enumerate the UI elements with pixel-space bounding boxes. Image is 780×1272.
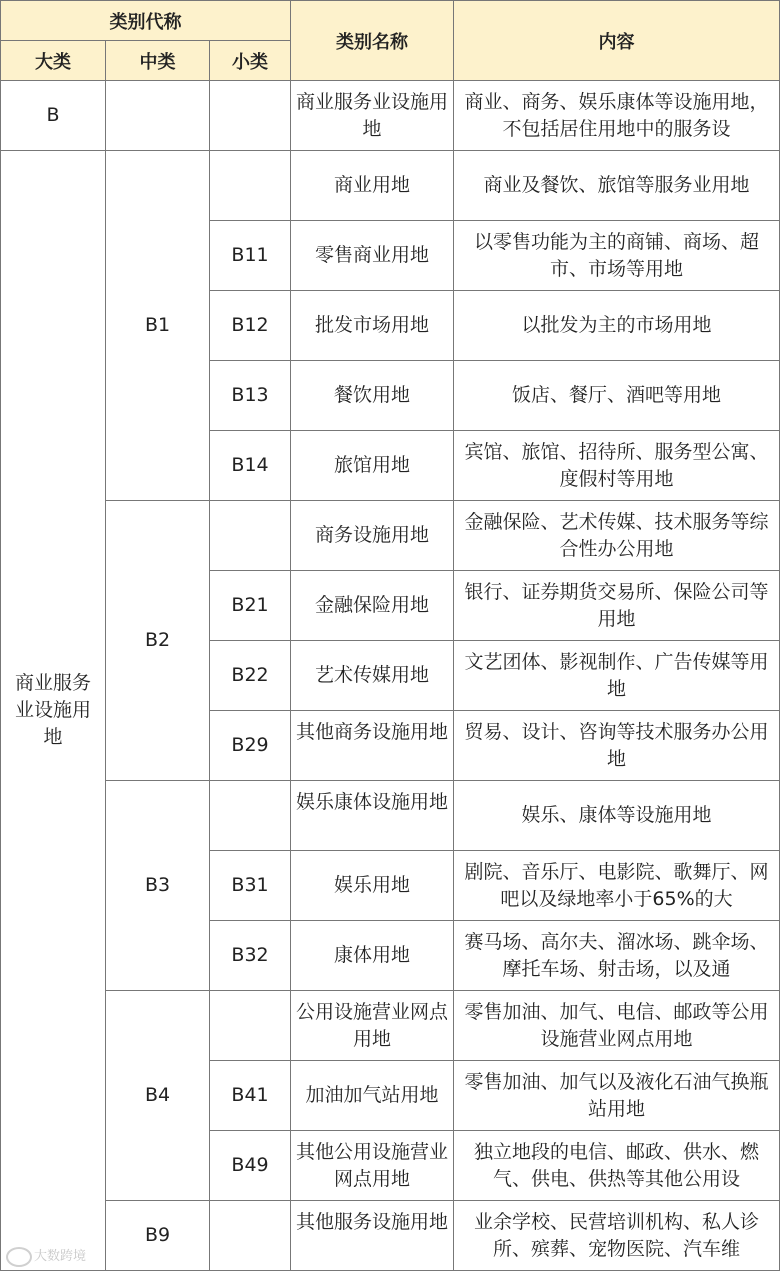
cell-major: B	[1, 81, 106, 151]
cell-content	[454, 501, 780, 571]
cell-content-text: 银行、证券期货交易所、保险公司等用地	[464, 580, 769, 630]
cell-medium	[106, 81, 210, 151]
cell-minor: B13	[210, 361, 291, 431]
cell-name-text: 商业服务业设施用地	[296, 90, 449, 140]
cell-content-text: 以零售功能为主的商铺、商场、超市、市场等用地	[474, 230, 760, 280]
table-row	[1, 991, 780, 1061]
cell-content-text: 剧院、音乐厅、电影院、歌舞厅、网吧以及绿地率小于65%的大	[464, 860, 769, 910]
cell-content	[454, 1131, 780, 1201]
cell-content: 商业及餐饮、旅馆等服务业用地	[454, 151, 780, 221]
cell-content	[454, 1201, 780, 1271]
cell-name: 商业用地	[291, 151, 454, 221]
cell-minor	[210, 151, 291, 221]
table-row	[1, 781, 780, 851]
cell-content: 以批发为主的市场用地	[454, 291, 780, 361]
header-content: 内容	[454, 1, 780, 81]
table-row	[1, 81, 780, 151]
watermark-logo-icon	[6, 1247, 32, 1267]
cell-content: 娱乐、康体等设施用地	[454, 781, 780, 851]
table-row	[1, 151, 780, 221]
cell-minor	[210, 781, 291, 851]
cell-content	[454, 81, 780, 151]
cell-medium: B4	[106, 991, 210, 1201]
header-code-group: 类别代称	[1, 1, 291, 41]
cell-minor: B21	[210, 571, 291, 641]
cell-content	[454, 571, 780, 641]
header-medium: 中类	[106, 41, 210, 81]
cell-medium: B3	[106, 781, 210, 991]
cell-name	[291, 711, 454, 781]
cell-medium: B1	[106, 151, 210, 501]
header-minor: 小类	[210, 41, 291, 81]
cell-content-text: 文艺团体、影视制作、广告传媒等用地	[464, 650, 769, 700]
cell-name	[291, 991, 454, 1061]
cell-name-text: 其他公用设施营业网点用地	[296, 1140, 449, 1190]
cell-minor: B32	[210, 921, 291, 991]
table-row	[1, 501, 780, 571]
cell-content	[454, 1061, 780, 1131]
cell-minor: B12	[210, 291, 291, 361]
cell-content	[454, 991, 780, 1061]
cell-content	[454, 921, 780, 991]
cell-content-text: 零售加油、加气以及液化石油气换瓶站用地	[464, 1070, 769, 1120]
header-major: 大类	[1, 41, 106, 81]
cell-name: 艺术传媒用地	[291, 641, 454, 711]
cell-medium: B9	[106, 1201, 210, 1271]
header-name: 类别名称	[291, 1, 454, 81]
cell-minor: B11	[210, 221, 291, 291]
table-row	[1, 1201, 780, 1271]
cell-minor: B49	[210, 1131, 291, 1201]
cell-content-text: 零售加油、加气、电信、邮政等公用设施营业网点用地	[464, 1000, 769, 1050]
cell-name	[291, 1131, 454, 1201]
cell-content	[454, 711, 780, 781]
cell-name-text: 娱乐康体设施用地	[296, 790, 449, 813]
cell-content	[454, 851, 780, 921]
cell-medium: B2	[106, 501, 210, 781]
cell-minor	[210, 1201, 291, 1271]
cell-name	[291, 1201, 454, 1271]
cell-minor: B22	[210, 641, 291, 711]
cell-name: 加油加气站用地	[291, 1061, 454, 1131]
cell-minor: B14	[210, 431, 291, 501]
cell-minor	[210, 991, 291, 1061]
cell-name-text: 其他商务设施用地	[296, 720, 449, 743]
cell-minor: B31	[210, 851, 291, 921]
cell-name-text: 公用设施营业网点用地	[296, 1000, 449, 1050]
cell-content-text: 商业、商务、娱乐康体等设施用地，不包括居住用地中的服务设	[464, 90, 769, 140]
cell-name: 旅馆用地	[291, 431, 454, 501]
cell-name: 娱乐用地	[291, 851, 454, 921]
watermark-text: 大数跨境	[34, 1249, 87, 1264]
cell-content-text: 金融保险、艺术传媒、技术服务等综合性办公用地	[464, 510, 769, 560]
cell-content-text: 赛马场、高尔夫、溜冰场、跳伞场、摩托车场、射击场，以及通	[464, 930, 769, 980]
cell-minor	[210, 501, 291, 571]
cell-name	[291, 81, 454, 151]
cell-content	[454, 431, 780, 501]
cell-minor: B29	[210, 711, 291, 781]
cell-content-text: 宾馆、旅馆、招待所、服务型公寓、度假村等用地	[464, 440, 769, 490]
cell-content	[454, 221, 780, 291]
cell-name-text: 其他服务设施用地	[296, 1210, 449, 1233]
cell-content-text: 业余学校、民营培训机构、私人诊所、殡葬、宠物医院、汽车维	[474, 1210, 760, 1260]
cell-name	[291, 781, 454, 851]
cell-content	[454, 641, 780, 711]
cell-name: 商务设施用地	[291, 501, 454, 571]
cell-content-text: 贸易、设计、咨询等技术服务办公用地	[464, 720, 769, 770]
watermark	[6, 1245, 86, 1267]
cell-content: 饭店、餐厅、酒吧等用地	[454, 361, 780, 431]
cell-name: 康体用地	[291, 921, 454, 991]
cell-content-text: 独立地段的电信、邮政、供水、燃气、供电、供热等其他公用设	[474, 1140, 760, 1190]
cell-name: 零售商业用地	[291, 221, 454, 291]
cell-minor: B41	[210, 1061, 291, 1131]
cell-name: 金融保险用地	[291, 571, 454, 641]
cell-major: 商业服务业设施用地	[1, 151, 106, 1271]
cell-name: 餐饮用地	[291, 361, 454, 431]
cell-name: 批发市场用地	[291, 291, 454, 361]
cell-minor	[210, 81, 291, 151]
